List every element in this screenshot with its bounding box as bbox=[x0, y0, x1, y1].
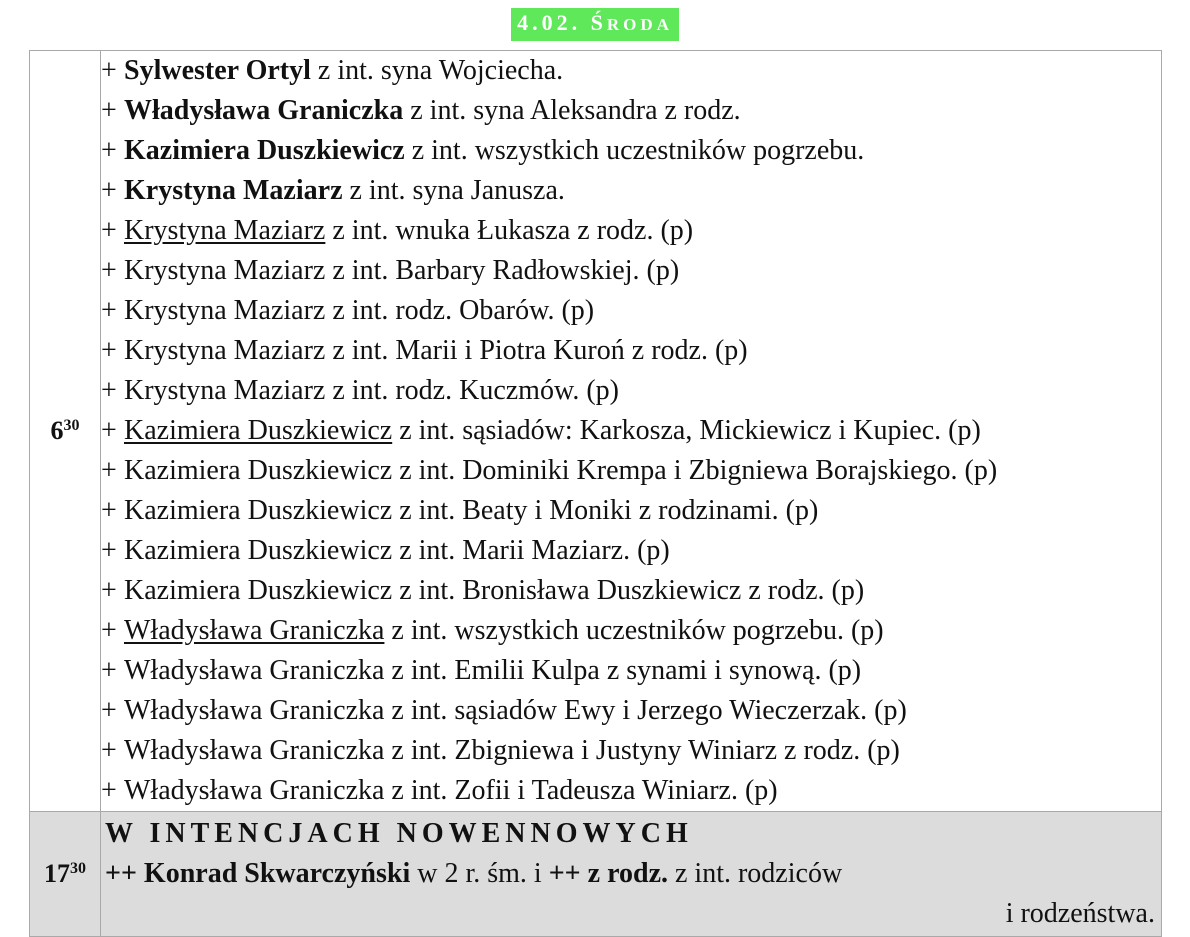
cross-mark: + bbox=[101, 175, 117, 206]
intention-entry bbox=[101, 411, 1161, 451]
cross-mark: + bbox=[101, 495, 117, 526]
deceased-name: Władysława Graniczka bbox=[124, 695, 385, 726]
deceased-name: Władysława Graniczka bbox=[124, 655, 385, 686]
intention-entry bbox=[101, 571, 1161, 611]
intention-entry bbox=[101, 451, 1161, 491]
deceased-name: Władysława Graniczka bbox=[124, 95, 404, 126]
day-rest: RODA bbox=[606, 15, 673, 34]
cross-mark: + bbox=[101, 695, 117, 726]
evening-intentions bbox=[101, 812, 1162, 937]
day-initial: Ś bbox=[590, 10, 607, 35]
intention-entry bbox=[101, 131, 1161, 171]
intention-entry bbox=[101, 331, 1161, 371]
evening-row bbox=[30, 812, 1162, 937]
evening-time-hour: 17 bbox=[44, 859, 70, 888]
intention-text: z int. wszystkich uczestników pogrzebu. bbox=[404, 135, 865, 166]
intention-entry bbox=[101, 251, 1161, 291]
intention-entry bbox=[101, 371, 1161, 411]
cross-mark: + bbox=[101, 95, 117, 126]
intention-text: z int. Barbary Radłowskiej. (p) bbox=[325, 255, 680, 286]
intention-text: z int. sąsiadów Ewy i Jerzego Wieczerzak. (p) bbox=[384, 695, 907, 726]
intention-entry bbox=[101, 211, 1161, 251]
cross-mark: + bbox=[101, 215, 117, 246]
intention-entry bbox=[101, 291, 1161, 331]
cross-mark: + bbox=[101, 375, 117, 406]
cross-mark: + bbox=[101, 655, 117, 686]
intention-entry bbox=[101, 91, 1161, 131]
intention-entry bbox=[101, 771, 1161, 811]
intention-text: z int. rodz. Kuczmów. (p) bbox=[325, 375, 620, 406]
intention-text: z int. Marii i Piotra Kuroń z rodz. (p) bbox=[325, 335, 748, 366]
cross-mark: + bbox=[101, 735, 117, 766]
intention-entry bbox=[101, 51, 1161, 91]
day-header bbox=[0, 8, 1190, 41]
evening-time bbox=[30, 812, 101, 937]
novena-heading: W INTENCJACH NOWENNOWYCH bbox=[105, 818, 693, 849]
intention-entry bbox=[101, 171, 1161, 211]
evening-rest: z int. rodziców bbox=[668, 858, 843, 889]
deceased-name: Kazimiera Duszkiewicz bbox=[124, 535, 393, 566]
evening-name: Konrad Skwarczyński bbox=[143, 858, 411, 889]
cross-mark: + bbox=[101, 415, 117, 446]
cross-mark: + bbox=[101, 455, 117, 486]
intention-entry bbox=[101, 531, 1161, 571]
deceased-name: Krystyna Maziarz bbox=[124, 335, 326, 366]
intention-text: z int. sąsiadów: Karkosza, Mickiewicz i Kupiec. (p) bbox=[392, 415, 981, 446]
intention-text: z int. wszystkich uczestników pogrzebu. (p) bbox=[384, 615, 884, 646]
intention-text: z int. Beaty i Moniki z rodzinami. (p) bbox=[392, 495, 819, 526]
morning-time-minutes: 30 bbox=[63, 417, 80, 434]
mass-schedule-table bbox=[29, 50, 1162, 937]
intention-text: z int. Bronisława Duszkiewicz z rodz. (p) bbox=[392, 575, 865, 606]
intention-entry bbox=[101, 691, 1161, 731]
evening-bold-2: z rodz. bbox=[587, 858, 668, 889]
deceased-name: Krystyna Maziarz bbox=[124, 255, 326, 286]
morning-intentions bbox=[101, 51, 1162, 812]
intention-text: z int. syna Janusza. bbox=[342, 175, 565, 206]
evening-mid: w 2 r. śm. i bbox=[410, 858, 549, 889]
morning-time-hour: 6 bbox=[50, 416, 64, 445]
deceased-name: Kazimiera Duszkiewicz bbox=[124, 455, 393, 486]
evening-prefix-2: ++ bbox=[548, 858, 581, 889]
deceased-name: Władysława Graniczka bbox=[124, 615, 385, 646]
deceased-name: Władysława Graniczka bbox=[124, 775, 385, 806]
cross-mark: + bbox=[101, 255, 117, 286]
deceased-name: Krystyna Maziarz bbox=[124, 295, 326, 326]
deceased-name: Władysława Graniczka bbox=[124, 735, 385, 766]
intention-text: z int. syna Wojciecha. bbox=[310, 55, 564, 86]
day-title bbox=[511, 8, 679, 41]
morning-row bbox=[30, 51, 1162, 812]
deceased-name: Krystyna Maziarz bbox=[124, 375, 326, 406]
deceased-name: Krystyna Maziarz bbox=[124, 215, 326, 246]
intention-text: z int. Marii Maziarz. (p) bbox=[392, 535, 670, 566]
intention-text: z int. rodz. Obarów. (p) bbox=[325, 295, 595, 326]
deceased-name: Krystyna Maziarz bbox=[124, 175, 343, 206]
morning-time bbox=[30, 51, 101, 812]
deceased-name: Kazimiera Duszkiewicz bbox=[124, 575, 393, 606]
deceased-name: Kazimiera Duszkiewicz bbox=[124, 135, 405, 166]
cross-mark: + bbox=[101, 335, 117, 366]
evening-time-minutes: 30 bbox=[70, 860, 86, 877]
deceased-name: Sylwester Ortyl bbox=[124, 55, 311, 86]
evening-intention-line bbox=[105, 854, 1161, 894]
intention-entry bbox=[101, 651, 1161, 691]
intention-text: z int. Emilii Kulpa z synami i synową. (p) bbox=[384, 655, 862, 686]
intention-text: z int. Dominiki Krempa i Zbigniewa Borajskiego. (p) bbox=[392, 455, 998, 486]
day-date: 4.02. bbox=[517, 10, 582, 35]
evening-prefix: ++ bbox=[105, 858, 137, 889]
evening-intention-end: i rodzeństwa. bbox=[1005, 898, 1155, 929]
intention-text: z int. syna Aleksandra z rodz. bbox=[403, 95, 741, 126]
deceased-name: Kazimiera Duszkiewicz bbox=[124, 495, 393, 526]
cross-mark: + bbox=[101, 535, 117, 566]
intention-text: z int. Zofii i Tadeusza Winiarz. (p) bbox=[384, 775, 778, 806]
intention-entry bbox=[101, 611, 1161, 651]
cross-mark: + bbox=[101, 295, 117, 326]
cross-mark: + bbox=[101, 615, 117, 646]
cross-mark: + bbox=[101, 135, 117, 166]
cross-mark: + bbox=[101, 775, 117, 806]
intention-text: z int. wnuka Łukasza z rodz. (p) bbox=[325, 215, 694, 246]
deceased-name: Kazimiera Duszkiewicz bbox=[124, 415, 393, 446]
cross-mark: + bbox=[101, 575, 117, 606]
cross-mark: + bbox=[101, 55, 117, 86]
intention-entry bbox=[101, 491, 1161, 531]
intention-entry bbox=[101, 731, 1161, 771]
intention-text: z int. Zbigniewa i Justyny Winiarz z rodz. (p) bbox=[384, 735, 900, 766]
